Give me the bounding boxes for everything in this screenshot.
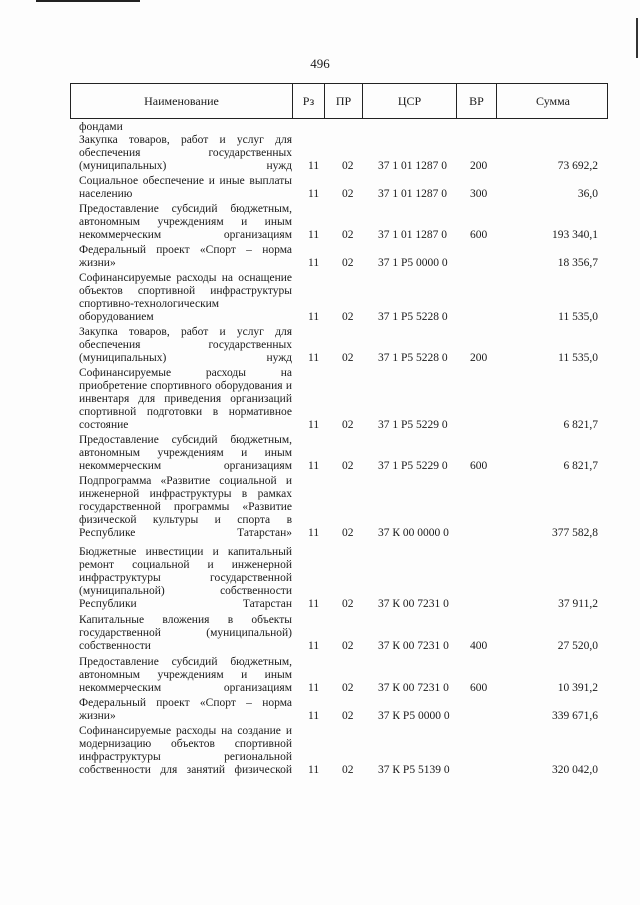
header-vr: ВР (457, 84, 497, 118)
row-pr: 02 (342, 681, 354, 694)
row-sum: 73 692,2 (557, 159, 598, 172)
row-pr: 02 (342, 310, 354, 323)
row-rz: 11 (308, 187, 320, 200)
table-row (0, 475, 640, 540)
table-row (0, 697, 640, 723)
row-rz: 11 (308, 639, 320, 652)
header-name: Наименование (71, 84, 293, 118)
table-row (0, 656, 640, 695)
row-name: Закупка товаров, работ и услуг для обеспечения государственных (муниципальных) нужд (79, 326, 292, 364)
header-pr: ПР (325, 84, 363, 118)
row-name: Предоставление субсидий бюджетным, автономным учреждениям и иным некоммерческим организациям (79, 434, 292, 472)
row-csr: 37 К 00 7231 0 (378, 639, 449, 652)
row-pr: 02 (342, 709, 354, 722)
row-pr: 02 (342, 228, 354, 241)
row-csr: 37 1 Р5 5229 0 (378, 459, 448, 472)
row-csr: 37 К Р5 5139 0 (378, 763, 450, 776)
table-row (0, 326, 640, 365)
row-rz: 11 (308, 459, 320, 472)
row-pr: 02 (342, 418, 354, 431)
row-sum: 11 535,0 (558, 351, 598, 364)
row-csr: 37 1 01 1287 0 (378, 228, 447, 241)
row-rz: 11 (308, 763, 320, 776)
row-pr: 02 (342, 526, 354, 539)
row-name: Подпрограмма «Развитие социальной и инженерной инфраструктуры в рамках государственной программы «Развитие физической культуры и спорта в Республике Татарстан» (79, 475, 292, 539)
row-csr: 37 К 00 0000 0 (378, 526, 449, 539)
row-sum: 6 821,7 (563, 459, 598, 472)
header-csr: ЦСР (363, 84, 457, 118)
row-pr: 02 (342, 639, 354, 652)
row-csr: 37 К 00 7231 0 (378, 597, 449, 610)
row-sum: 18 356,7 (557, 256, 598, 269)
row-rz: 11 (308, 351, 320, 364)
row-vr: 600 (470, 459, 488, 472)
table-row (0, 203, 640, 242)
row-pr: 02 (342, 597, 354, 610)
row-csr: 37 К Р5 0000 0 (378, 709, 450, 722)
row-vr: 600 (470, 681, 488, 694)
row-name: Закупка товаров, работ и услуг для обеспечения государственных (муниципальных) нужд (79, 134, 292, 172)
row-name: Предоставление субсидий бюджетным, автономным учреждениям и иным некоммерческим организациям (79, 656, 292, 694)
row-name: Капитальные вложения в объекты государственной (муниципальной) собственности (79, 614, 292, 652)
row-sum: 193 340,1 (552, 228, 598, 241)
row-sum: 377 582,8 (552, 526, 598, 539)
row-sum: 6 821,7 (563, 418, 598, 431)
row-rz: 11 (308, 597, 320, 610)
header-sum: Сумма (536, 93, 570, 108)
row-pr: 02 (342, 159, 354, 172)
table-row (0, 175, 640, 201)
row-pr: 02 (342, 256, 354, 269)
page-number: 496 (310, 56, 330, 71)
row-rz: 11 (308, 228, 320, 241)
table-row (0, 272, 640, 324)
table-row (0, 367, 640, 432)
row-name: Федеральный проект «Спорт – норма жизни» (79, 244, 292, 269)
row-pr: 02 (342, 187, 354, 200)
row-csr: 37 1 Р5 5228 0 (378, 351, 448, 364)
table-row (0, 434, 640, 473)
row-pr: 02 (342, 763, 354, 776)
row-sum: 11 535,0 (558, 310, 598, 323)
row-sum: 36,0 (577, 187, 598, 200)
row-rz: 11 (308, 681, 320, 694)
row-sum: 27 520,0 (557, 639, 598, 652)
header-rz: Рз (293, 84, 325, 118)
row-name: Предоставление субсидий бюджетным, автономным учреждениям и иным некоммерческим организациям (79, 203, 292, 241)
scan-edge-mark (36, 0, 140, 2)
row-rz: 11 (308, 159, 320, 172)
row-csr: 37 1 Р5 5228 0 (378, 310, 448, 323)
table-row (0, 614, 640, 653)
row-vr: 400 (470, 639, 488, 652)
table-header (70, 83, 608, 119)
row-rz: 11 (308, 709, 320, 722)
row-csr: 37 1 Р5 5229 0 (378, 418, 448, 431)
row-csr: 37 1 01 1287 0 (378, 159, 447, 172)
row-name: Софинансируемые расходы на создание и модернизацию объектов спортивной инфраструктуры региональной собственности для занятий физической (79, 725, 292, 776)
table-row (0, 546, 640, 611)
row-pr: 02 (342, 351, 354, 364)
row-vr: 300 (470, 187, 488, 200)
row-rz: 11 (308, 418, 320, 431)
row-csr: 37 К 00 7231 0 (378, 681, 449, 694)
row-name: Бюджетные инвестиции и капитальный ремонт социальной и инженерной инфраструктуры государственной (муниципальной) собственности Республики Татарстан (79, 546, 292, 610)
row-sum: 339 671,6 (552, 709, 598, 722)
row-name: Федеральный проект «Спорт – норма жизни» (79, 697, 292, 722)
scan-edge-mark-right (636, 18, 638, 58)
row-vr: 200 (470, 159, 488, 172)
table-row (0, 134, 640, 173)
row-pr: 02 (342, 459, 354, 472)
row-vr: 600 (470, 228, 488, 241)
table-row (0, 244, 640, 270)
row-sum: 37 911,2 (558, 597, 598, 610)
row-sum: 10 391,2 (557, 681, 598, 694)
row-vr: 200 (470, 351, 488, 364)
row-name: Софинансируемые расходы на приобретение спортивного оборудования и инвентаря для приведения организаций спортивной подготовки в нормативное состояние (79, 367, 292, 431)
row-csr: 37 1 01 1287 0 (378, 187, 447, 200)
continuation-text: фондами (79, 121, 123, 133)
table-row (0, 725, 640, 777)
row-rz: 11 (308, 256, 320, 269)
row-sum: 320 042,0 (552, 763, 598, 776)
row-rz: 11 (308, 526, 320, 539)
row-name: Софинансируемые расходы на оснащение объектов спортивной инфраструктуры спортивно-технологическим оборудованием (79, 272, 292, 323)
row-name: Социальное обеспечение и иные выплаты населению (79, 175, 292, 200)
row-csr: 37 1 Р5 0000 0 (378, 256, 448, 269)
row-rz: 11 (308, 310, 320, 323)
